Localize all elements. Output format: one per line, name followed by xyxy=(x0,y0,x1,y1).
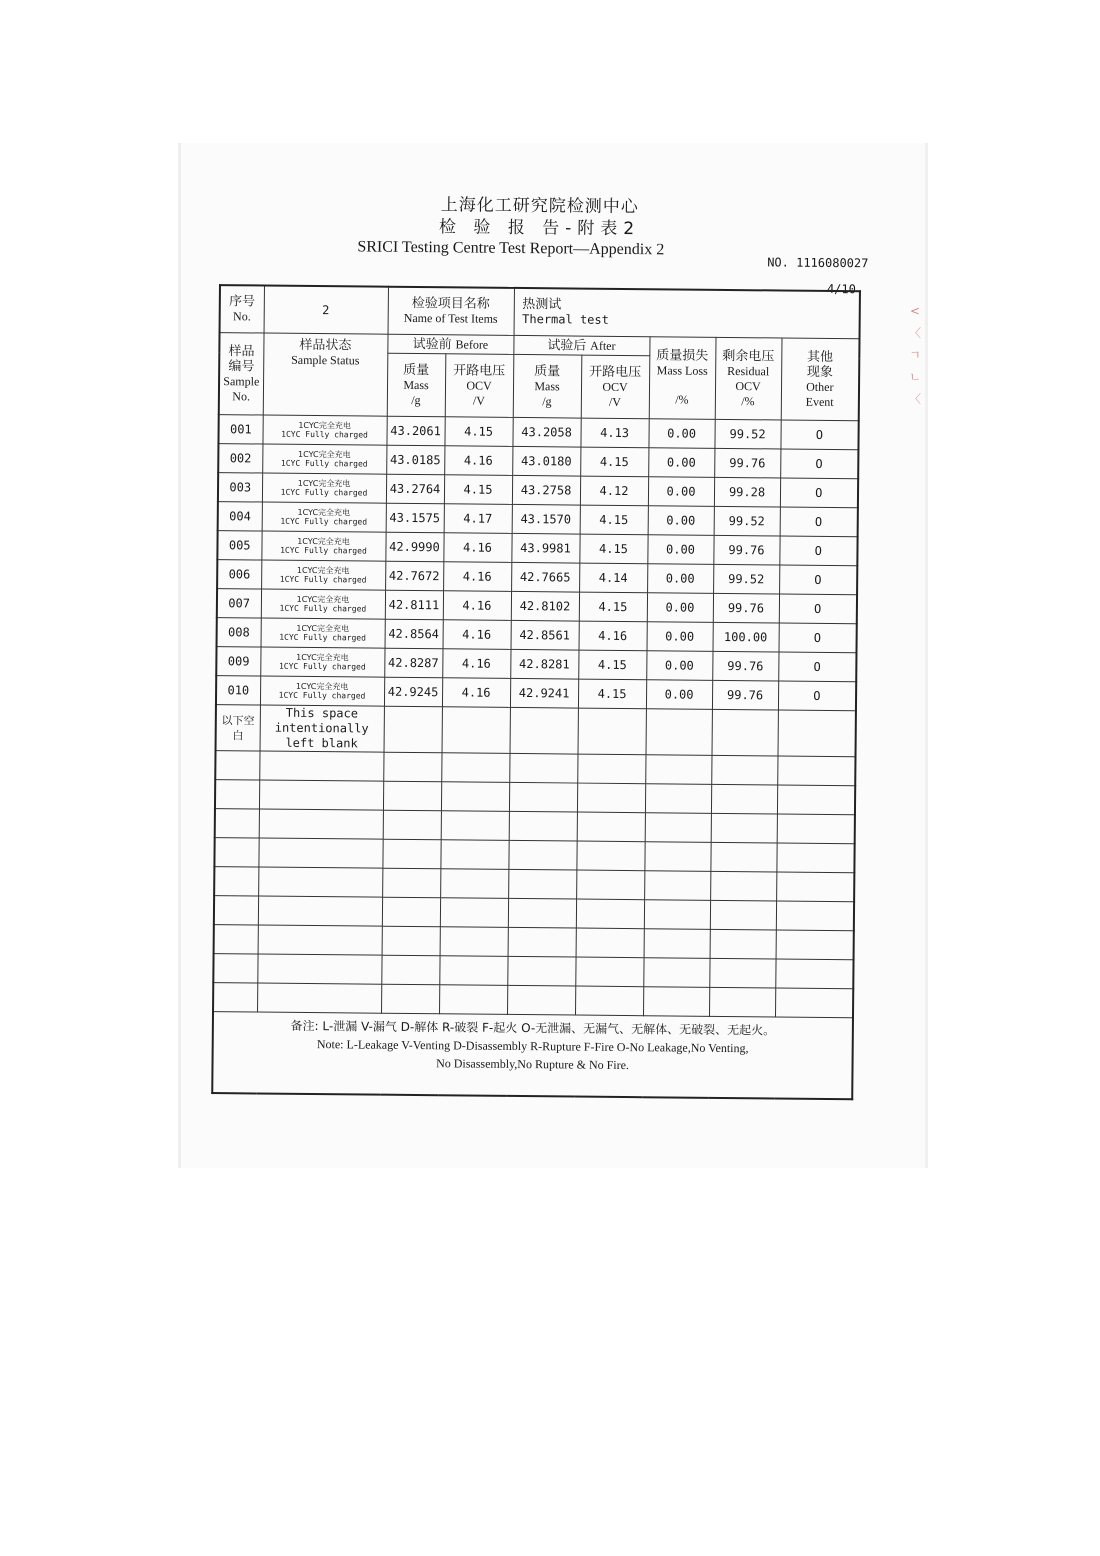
header-row-test-item xyxy=(220,285,860,339)
mass-after: 43.0180 xyxy=(512,446,580,476)
mass-before: 42.9245 xyxy=(384,677,442,707)
empty-cell xyxy=(643,987,709,1017)
mass-before: 42.9990 xyxy=(385,532,443,562)
empty-cell xyxy=(775,988,853,1018)
sample-status xyxy=(262,502,386,532)
other-event: O xyxy=(780,478,858,508)
sample-status xyxy=(260,676,384,706)
mass-before-header-en: Mass xyxy=(403,377,429,392)
residual-ocv: 99.76 xyxy=(712,651,778,681)
empty-cell xyxy=(383,752,441,782)
empty-cell xyxy=(441,811,509,841)
sample-no: 006 xyxy=(217,560,261,589)
sample-status-en: 1CYC Fully charged xyxy=(278,661,366,672)
mass-after: 43.2758 xyxy=(512,475,580,505)
sample-status-cn: 1CYC完全充电 xyxy=(298,449,351,460)
mass-before: 42.8111 xyxy=(385,590,443,620)
blank-label-en: This space intentionally left blank xyxy=(260,705,384,752)
note-cn: 备注: L-泄漏 V-漏气 D-解体 R-破裂 F-起火 O-无泄漏、无漏气、无解体、无破裂、无起火。 xyxy=(290,1018,776,1038)
empty-cell xyxy=(508,898,576,928)
item-value-cell xyxy=(514,288,860,339)
empty-cell xyxy=(776,843,854,873)
sample-status xyxy=(261,560,385,590)
mass-loss: 0.00 xyxy=(646,680,712,710)
empty-cell xyxy=(258,867,382,897)
mass-loss: 0.00 xyxy=(647,622,713,652)
empty-cell xyxy=(710,871,776,901)
notes-cell xyxy=(212,1012,853,1100)
after-header xyxy=(513,335,649,355)
empty-cell xyxy=(575,957,643,987)
empty-cell xyxy=(383,810,441,840)
seq-label-en: No. xyxy=(233,309,251,324)
empty-cell xyxy=(507,956,575,986)
empty-cell xyxy=(577,754,645,784)
empty-cell xyxy=(710,842,776,872)
ocv-before-header xyxy=(445,354,514,418)
mass-after-header-cn: 质量 xyxy=(534,363,561,379)
after-header-cn: 试验后 xyxy=(547,337,587,354)
ocv-after: 4.14 xyxy=(579,563,647,593)
empty-cell xyxy=(442,707,510,754)
residual-ocv-header-en: Residual OCV xyxy=(727,363,770,393)
empty-cell xyxy=(382,839,440,869)
empty-cell xyxy=(213,983,257,1012)
empty-cell xyxy=(382,926,440,956)
ocv-before: 4.16 xyxy=(443,533,511,563)
ocv-after: 4.15 xyxy=(578,650,646,680)
empty-cell xyxy=(577,812,645,842)
empty-cell xyxy=(776,930,854,960)
other-event-header-cn: 其他现象 xyxy=(806,349,834,380)
empty-cell xyxy=(709,987,775,1017)
seq-label-cell xyxy=(220,285,264,333)
other-event: O xyxy=(779,565,857,595)
empty-cell xyxy=(214,867,258,896)
ocv-after: 4.13 xyxy=(580,418,648,448)
empty-cell xyxy=(509,753,577,783)
item-label-cell xyxy=(388,287,514,336)
empty-cell xyxy=(259,751,383,781)
ocv-before: 4.17 xyxy=(444,504,512,534)
before-header-en: Before xyxy=(455,336,489,352)
empty-cell xyxy=(213,954,257,983)
empty-cell xyxy=(645,755,711,785)
ocv-after: 4.15 xyxy=(579,592,647,622)
mass-loss: 0.00 xyxy=(648,477,714,507)
ocv-after-header xyxy=(581,355,650,419)
empty-cell xyxy=(776,872,854,902)
mass-before-header xyxy=(387,353,446,417)
empty-cell xyxy=(258,896,382,926)
empty-cell xyxy=(777,785,855,815)
empty-cell xyxy=(643,958,709,988)
empty-cell xyxy=(215,780,259,809)
mass-loss-header xyxy=(649,337,716,420)
mass-after-unit: /g xyxy=(542,393,552,408)
empty-cell xyxy=(644,871,710,901)
report-title-cn: 检 验 报 告-附表2 xyxy=(438,217,641,240)
sample-status-cn: 1CYC完全充电 xyxy=(298,420,351,431)
blank-marker-row xyxy=(216,705,856,757)
sample-status-en: 1CYC Fully charged xyxy=(279,603,367,614)
ocv-after: 4.15 xyxy=(579,534,647,564)
sample-no-header-cn: 样品编号 xyxy=(228,343,255,374)
residual-ocv: 99.76 xyxy=(713,535,779,565)
other-event: O xyxy=(779,594,857,624)
other-event-header-en: Other Event xyxy=(805,379,834,409)
empty-cell xyxy=(257,954,381,984)
ocv-before: 4.15 xyxy=(444,475,512,505)
mass-loss: 0.00 xyxy=(647,535,713,565)
residual-ocv: 99.28 xyxy=(714,477,780,507)
sample-no: 003 xyxy=(218,473,262,502)
notes-row xyxy=(212,1012,853,1100)
empty-cell xyxy=(777,814,855,844)
empty-cell xyxy=(215,809,259,838)
empty-cell xyxy=(440,927,508,957)
ocv-before-header-cn: 开路电压 xyxy=(453,362,506,379)
ocv-after: 4.15 xyxy=(578,679,646,709)
residual-ocv-unit: /% xyxy=(741,393,755,408)
mass-loss: 0.00 xyxy=(648,448,714,478)
report-sheet xyxy=(202,180,870,1073)
ocv-before: 4.16 xyxy=(443,620,511,650)
ocv-after-header-en: OCV xyxy=(602,379,628,394)
ocv-after-header-cn: 开路电压 xyxy=(589,364,642,380)
empty-cell xyxy=(439,956,507,986)
mass-loss: 0.00 xyxy=(648,419,714,449)
empty-cell xyxy=(510,707,578,754)
residual-ocv: 99.52 xyxy=(713,564,779,594)
scan-edge-right xyxy=(925,143,928,1168)
ocv-before: 4.16 xyxy=(443,591,511,621)
sample-status-cn: 1CYC完全充电 xyxy=(295,681,349,692)
mass-loss: 0.00 xyxy=(647,593,713,623)
other-event-header xyxy=(781,338,860,421)
item-value-cn: 热测试 xyxy=(522,297,562,313)
empty-cell xyxy=(440,898,508,928)
empty-cell xyxy=(711,755,777,785)
empty-cell xyxy=(214,838,258,867)
mass-after: 42.8102 xyxy=(511,591,579,621)
mass-loss-header-cn: 质量损失 xyxy=(656,348,709,364)
empty-cell xyxy=(645,784,711,814)
ocv-after: 4.16 xyxy=(579,621,647,651)
mass-before: 42.7672 xyxy=(385,561,443,591)
sample-status-en: 1CYC Fully charged xyxy=(280,458,368,469)
sample-no-header xyxy=(219,333,264,415)
empty-cell xyxy=(509,811,577,841)
sample-no: 002 xyxy=(218,444,262,473)
seq-value: 2 xyxy=(264,286,388,335)
sample-status-cn: 1CYC完全充电 xyxy=(296,594,350,605)
empty-cell xyxy=(578,708,646,755)
sample-no: 007 xyxy=(217,589,261,618)
ocv-before: 4.16 xyxy=(443,562,511,592)
empty-cell xyxy=(440,869,508,899)
other-event: O xyxy=(778,681,856,711)
empty-cell xyxy=(644,842,710,872)
item-label-en: Name of Test Items xyxy=(403,310,498,326)
residual-ocv-header xyxy=(715,337,782,420)
empty-cell xyxy=(214,896,258,925)
empty-cell xyxy=(215,751,259,780)
mass-loss: 0.00 xyxy=(648,506,714,536)
empty-cell xyxy=(576,841,644,871)
empty-cell xyxy=(775,959,853,989)
empty-cell xyxy=(576,899,644,929)
residual-ocv: 100.00 xyxy=(713,622,779,652)
empty-cell xyxy=(710,929,776,959)
sample-status-header-cn: 样品状态 xyxy=(299,337,352,354)
empty-cell xyxy=(576,870,644,900)
ocv-before: 4.15 xyxy=(444,417,512,447)
residual-ocv: 99.76 xyxy=(713,593,779,623)
sample-status-en: 1CYC Fully charged xyxy=(280,487,368,498)
empty-cell xyxy=(576,928,644,958)
ocv-after-unit: /V xyxy=(608,394,621,409)
report-number: NO. 1116080027 xyxy=(767,255,869,271)
item-value-en: Thermal test xyxy=(522,312,609,327)
empty-cell xyxy=(777,756,855,786)
residual-ocv-header-cn: 剩余电压 xyxy=(722,348,775,364)
sample-status xyxy=(262,473,386,503)
empty-cell xyxy=(257,983,381,1013)
ocv-before: 4.16 xyxy=(442,649,510,679)
empty-cell xyxy=(575,986,643,1016)
empty-cell xyxy=(441,782,509,812)
empty-cell xyxy=(508,869,576,899)
empty-cell xyxy=(645,813,711,843)
empty-cell xyxy=(441,753,509,783)
empty-cell xyxy=(440,840,508,870)
sample-no: 001 xyxy=(218,415,262,444)
mass-after: 43.9981 xyxy=(511,533,579,563)
mass-before-unit: /g xyxy=(411,392,421,407)
sample-status-en: 1CYC Fully charged xyxy=(279,574,367,585)
sample-status-en: 1CYC Fully charged xyxy=(281,429,368,440)
sample-status-cn: 1CYC完全充电 xyxy=(297,478,351,489)
residual-ocv: 99.76 xyxy=(714,448,780,478)
empty-cell xyxy=(382,868,440,898)
empty-cell xyxy=(776,901,854,931)
sample-status-en: 1CYC Fully charged xyxy=(279,632,366,643)
sample-status-header-en: Sample Status xyxy=(291,352,360,368)
sample-status-cn: 1CYC完全充电 xyxy=(296,565,350,576)
mass-after: 43.2058 xyxy=(512,417,580,447)
mass-before: 42.8287 xyxy=(384,648,442,678)
note-en-line1: Note: L-Leakage V-Venting D-Disassembly R-Rupture F-Fire O-No Leakage,No Venting, xyxy=(316,1037,749,1056)
item-label-cn: 检验项目名称 xyxy=(411,295,490,312)
empty-cell xyxy=(509,782,577,812)
red-edge-stamp-marks: < 〈 ㄱ ㄴ 〈 xyxy=(908,304,921,406)
mass-before: 42.8564 xyxy=(385,619,443,649)
page-number: 4/10 xyxy=(826,281,856,297)
empty-cell xyxy=(646,709,712,756)
empty-cell xyxy=(439,985,507,1015)
sample-no: 008 xyxy=(217,618,261,647)
empty-cell xyxy=(778,710,856,757)
mass-after-header xyxy=(513,354,582,418)
residual-ocv: 99.52 xyxy=(714,506,780,536)
sample-status-cn: 1CYC完全充电 xyxy=(296,623,350,634)
mass-before: 43.2061 xyxy=(386,416,444,446)
empty-cell xyxy=(711,784,777,814)
ocv-after: 4.15 xyxy=(580,447,648,477)
other-event: O xyxy=(779,623,857,653)
other-event: O xyxy=(779,536,857,566)
mass-after-header-en: Mass xyxy=(534,378,560,393)
mass-loss-header-en: Mass Loss xyxy=(656,363,708,378)
mass-before: 43.0185 xyxy=(386,445,444,475)
sample-no-header-en: Sample No. xyxy=(223,373,260,403)
empty-cell xyxy=(258,925,382,955)
empty-cell xyxy=(709,958,775,988)
mass-after: 42.9241 xyxy=(510,678,578,708)
sample-no: 010 xyxy=(216,676,260,705)
after-header-en: After xyxy=(590,338,616,353)
sample-status-header xyxy=(263,333,388,416)
empty-cell xyxy=(384,706,442,753)
other-event: O xyxy=(780,449,858,479)
sample-no: 005 xyxy=(217,531,261,560)
sample-no: 009 xyxy=(216,647,260,676)
empty-cell xyxy=(381,984,439,1014)
ocv-before: 4.16 xyxy=(444,446,512,476)
sample-status xyxy=(262,415,386,445)
empty-cell xyxy=(214,925,258,954)
sample-status-en: 1CYC Fully charged xyxy=(280,516,368,527)
sample-status-cn: 1CYC完全充电 xyxy=(297,536,350,547)
mass-loss: 0.00 xyxy=(646,651,712,681)
empty-cell xyxy=(381,955,439,985)
mass-after: 43.1570 xyxy=(512,504,580,534)
empty-cell xyxy=(508,840,576,870)
sample-status xyxy=(262,444,386,474)
sample-status-en: 1CYC Fully charged xyxy=(280,545,367,556)
other-event: O xyxy=(778,652,856,682)
sample-status-cn: 1CYC完全充电 xyxy=(297,507,351,518)
org-name-cn: 上海化工研究院检测中心 xyxy=(440,195,639,218)
mass-after: 42.8561 xyxy=(511,620,579,650)
blank-label-cn: 以下空白 xyxy=(216,705,260,751)
empty-cell xyxy=(710,900,776,930)
sample-status xyxy=(261,531,385,561)
test-results-table xyxy=(211,281,861,1100)
mass-before: 43.1575 xyxy=(386,503,444,533)
mass-before-header-cn: 质量 xyxy=(403,362,430,378)
ocv-before-unit: /V xyxy=(472,393,485,408)
sample-status-en: 1CYC Fully charged xyxy=(278,690,366,701)
before-header xyxy=(387,334,513,354)
sample-status xyxy=(261,589,385,619)
note-en-line2: No Disassembly,No Rupture & No Fire. xyxy=(436,1056,630,1073)
other-event: O xyxy=(780,420,858,450)
ocv-after: 4.12 xyxy=(580,476,648,506)
ocv-after: 4.15 xyxy=(580,505,648,535)
sample-status xyxy=(260,647,384,677)
seq-label-cn: 序号 xyxy=(228,294,256,310)
empty-cell xyxy=(644,929,710,959)
sample-status-cn: 1CYC完全充电 xyxy=(296,652,349,663)
mass-loss: 0.00 xyxy=(647,564,713,594)
empty-cell xyxy=(712,709,778,756)
report-title-en: SRICI Testing Centre Test Report—Appendix 2 xyxy=(357,238,665,259)
empty-cell xyxy=(259,809,383,839)
sample-no: 004 xyxy=(218,502,262,531)
empty-cell xyxy=(258,838,382,868)
empty-cell xyxy=(383,781,441,811)
empty-cell xyxy=(711,813,777,843)
sample-status xyxy=(261,618,385,648)
empty-cell xyxy=(382,897,440,927)
empty-cell xyxy=(259,780,383,810)
empty-cell xyxy=(577,783,645,813)
residual-ocv: 99.52 xyxy=(714,419,780,449)
mass-after: 42.7665 xyxy=(511,562,579,592)
before-header-cn: 试验前 xyxy=(412,336,452,352)
mass-loss-unit: /% xyxy=(675,392,689,407)
mass-before: 43.2764 xyxy=(386,474,444,504)
ocv-before-header-en: OCV xyxy=(466,377,492,393)
mass-after: 42.8281 xyxy=(510,649,578,679)
ocv-before: 4.16 xyxy=(442,678,510,708)
scan-edge-left xyxy=(178,143,181,1168)
other-event: O xyxy=(780,507,858,537)
empty-cell xyxy=(507,985,575,1015)
residual-ocv: 99.76 xyxy=(712,680,778,710)
empty-cell xyxy=(508,927,576,957)
empty-cell xyxy=(644,900,710,930)
